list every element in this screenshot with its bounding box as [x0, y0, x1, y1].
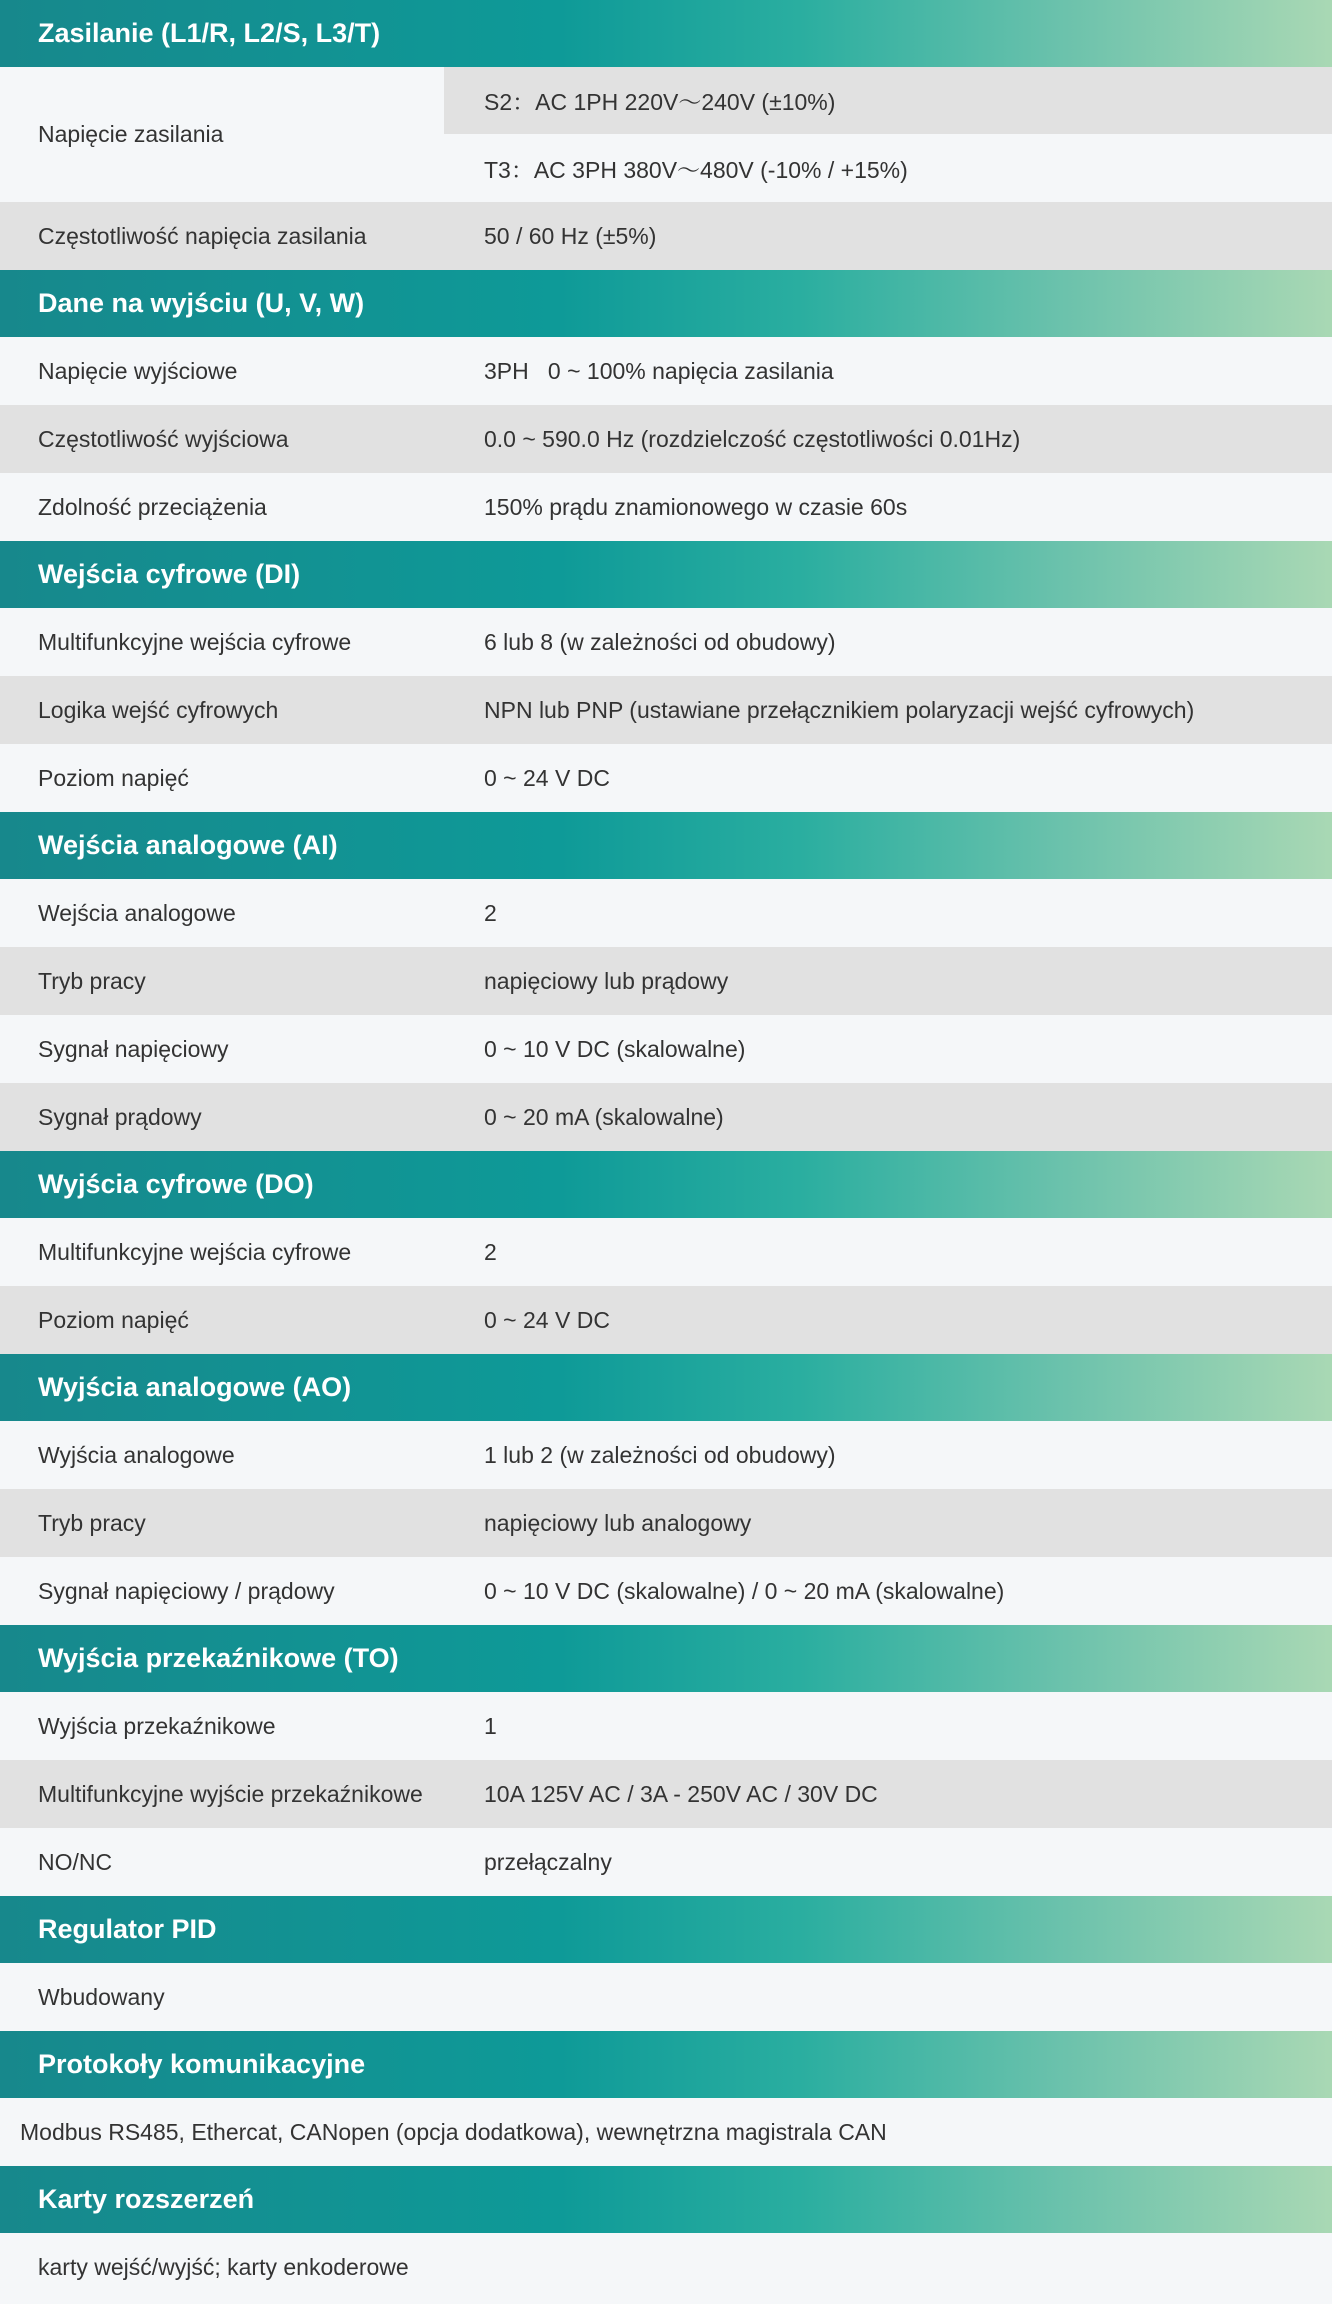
spec-row: [0, 1083, 1332, 1151]
spec-label: Tryb pracy: [38, 1509, 146, 1536]
section-header-communication: Protokoły komunikacyjne: [0, 2031, 1332, 2098]
spec-value: 0 ~ 10 V DC (skalowalne): [484, 1035, 746, 1062]
spec-value: 1 lub 2 (w zależności od obudowy): [484, 1441, 836, 1468]
spec-value: 6 lub 8 (w zależności od obudowy): [484, 628, 836, 655]
spec-row: [0, 405, 1332, 473]
spec-label: NO/NC: [38, 1848, 113, 1875]
section-header-power: Zasilanie (L1/R, L2/S, L3/T): [0, 0, 1332, 67]
spec-value-s2: S2：AC 1PH 220V～240V (±10%): [444, 67, 1332, 134]
spec-row: [0, 337, 1332, 405]
spec-value: 0 ~ 20 mA (skalowalne): [484, 1103, 724, 1130]
spec-value: Modbus RS485, Ethercat, CANopen (opcja dodatkowa), wewnętrzna magistrala CAN: [20, 2118, 887, 2145]
spec-label: Wyjścia przekaźnikowe: [38, 1712, 276, 1739]
section-header-digital-inputs: Wejścia cyfrowe (DI): [0, 541, 1332, 608]
spec-value: 1: [484, 1712, 497, 1739]
spec-value: 3PH 0 ~ 100% napięcia zasilania: [484, 357, 834, 384]
spec-label: Częstotliwość napięcia zasilania: [38, 222, 367, 249]
spec-value: 50 / 60 Hz (±5%): [484, 222, 657, 249]
spec-row: [0, 2098, 1332, 2166]
spec-value: 2: [484, 899, 497, 926]
spec-value: napięciowy lub analogowy: [484, 1509, 752, 1536]
spec-label: Wejścia analogowe: [38, 899, 236, 926]
spec-label: Sygnał napięciowy / prądowy: [38, 1577, 335, 1604]
spec-value: 0.0 ~ 590.0 Hz (rozdzielczość częstotliwości 0.01Hz): [484, 425, 1021, 452]
spec-value: karty wejść/wyjść; karty enkoderowe: [38, 2253, 409, 2280]
spec-label: Logika wejść cyfrowych: [38, 696, 279, 723]
spec-value-t3: T3：AC 3PH 380V～480V (-10% / +15%): [484, 156, 908, 183]
section-header-extension-cards: Karty rozszerzeń: [0, 2166, 1332, 2233]
spec-row: [0, 744, 1332, 812]
section-header-digital-outputs: Wyjścia cyfrowe (DO): [0, 1151, 1332, 1218]
spec-label: Multifunkcyjne wejścia cyfrowe: [38, 628, 352, 655]
spec-row: [0, 202, 1332, 270]
section-header-output: Dane na wyjściu (U, V, W): [0, 270, 1332, 337]
spec-value: przełączalny: [484, 1848, 612, 1875]
spec-row: [0, 676, 1332, 744]
spec-row: [0, 947, 1332, 1015]
spec-label: Napięcie zasilania: [38, 121, 224, 147]
spec-row: [0, 1489, 1332, 1557]
spec-value: NPN lub PNP (ustawiane przełącznikiem polaryzacji wejść cyfrowych): [484, 696, 1195, 723]
section-header-analog-inputs: Wejścia analogowe (AI): [0, 812, 1332, 879]
spec-label: Sygnał napięciowy: [38, 1035, 229, 1062]
spec-label: Częstotliwość wyjściowa: [38, 425, 289, 452]
spec-value: 0 ~ 10 V DC (skalowalne) / 0 ~ 20 mA (skalowalne): [484, 1577, 1005, 1604]
spec-row: [0, 1692, 1332, 1760]
spec-label: Zdolność przeciążenia: [38, 493, 267, 520]
spec-label: Poziom napięć: [38, 764, 189, 791]
spec-row: [0, 473, 1332, 541]
section-header-relay-outputs: Wyjścia przekaźnikowe (TO): [0, 1625, 1332, 1692]
spec-row: [0, 1286, 1332, 1354]
spec-row: [0, 608, 1332, 676]
section-header-pid: Regulator PID: [0, 1896, 1332, 1963]
spec-value: Wbudowany: [38, 1983, 165, 2010]
spec-label: Multifunkcyjne wyjście przekaźnikowe: [38, 1780, 423, 1807]
spec-value: 10A 125V AC / 3A - 250V AC / 30V DC: [484, 1780, 878, 1807]
spec-label: Wyjścia analogowe: [38, 1441, 235, 1468]
spec-row: [0, 1015, 1332, 1083]
spec-row: [0, 1421, 1332, 1489]
spec-row: [0, 1557, 1332, 1625]
spec-value: 0 ~ 24 V DC: [484, 1306, 610, 1333]
spec-row: [0, 1828, 1332, 1896]
spec-row: [0, 2233, 1332, 2301]
spec-label: Multifunkcyjne wejścia cyfrowe: [38, 1238, 352, 1265]
section-header-analog-outputs: Wyjścia analogowe (AO): [0, 1354, 1332, 1421]
spec-row: [0, 1760, 1332, 1828]
spec-value: 2: [484, 1238, 497, 1265]
spec-value: napięciowy lub prądowy: [484, 967, 729, 994]
spec-label: Sygnał prądowy: [38, 1103, 202, 1130]
spec-label: Poziom napięć: [38, 1306, 189, 1333]
spec-label: Tryb pracy: [38, 967, 146, 994]
spec-row: [0, 1963, 1332, 2031]
spec-value: 0 ~ 24 V DC: [484, 764, 610, 791]
supply-voltage-row: [0, 67, 1332, 202]
spec-value: 150% prądu znamionowego w czasie 60s: [484, 493, 908, 520]
spec-row: [0, 879, 1332, 947]
spec-row: [0, 1218, 1332, 1286]
spec-label: Napięcie wyjściowe: [38, 357, 238, 384]
